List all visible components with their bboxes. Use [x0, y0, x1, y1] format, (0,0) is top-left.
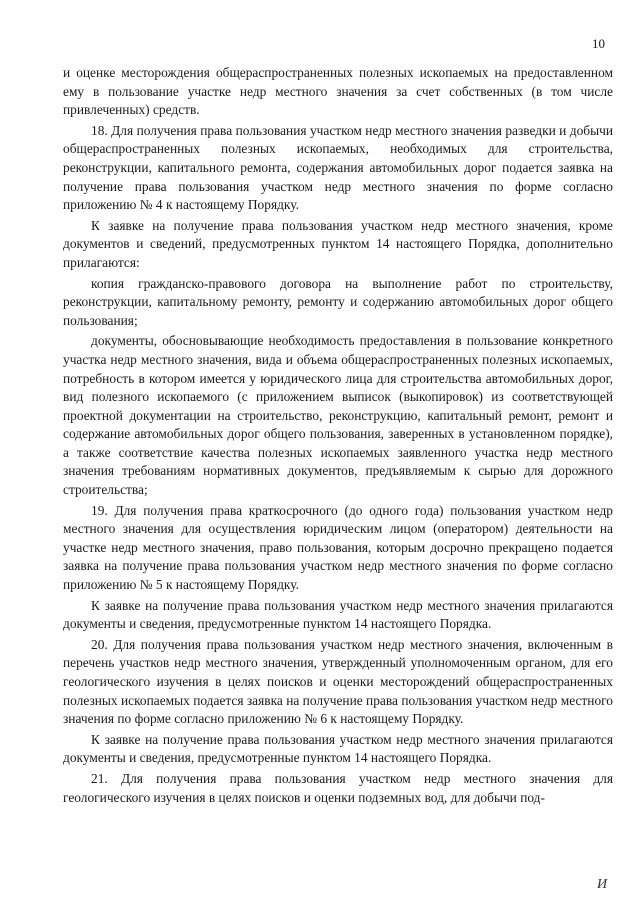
paragraph: К заявке на получение права пользования участком недр местного значения прилагаются документы и сведения, предусмотренные пунктом 14 настоящего Порядка.	[63, 597, 613, 632]
handwritten-mark: И	[597, 877, 608, 892]
paragraph: копия гражданско-правового договора на выполнение работ по строительству, реконструкции, капитальному ремонту, ремонту и содержанию автомобильных дорог общего пользования;	[63, 275, 613, 328]
paragraph: документы, обосновывающие необходимость предоставления в пользование конкретного участка недр местного значения, вида и объема общераспространенных полезных ископаемых, потребность в котором имеется у юридического лица для строительства автомобильных дорог, вид полезного ископаемого (с приложением выписок (выкопировок) из соответствующей проектной документации на строительство, реконструкцию, капитальный ремонт, ремонт и содержание автомобильных дорог общего пользования, заверенных в установленном порядке), а также соответствие качества полезных ископаемых заявленного участка недр местного значения требованиям нормативных документов, предъявляемым к сырью для дорожного строительства;	[63, 333, 613, 498]
paragraph: К заявке на получение права пользования участком недр местного значения прилагаются документы и сведения, предусмотренные пунктом 14 настоящего Порядка.	[63, 731, 613, 766]
paragraph: 19. Для получения права краткосрочного (до одного года) пользования участком недр местного значения для осуществления юридическим лицом (оператором) деятельности на участке недр местного значения, право пользования, которым досрочно прекращено подается заявка на получение права пользования участком недр местного значения по форме согласно приложению № 5 к настоящему Порядку.	[63, 502, 613, 593]
document-body	[63, 64, 613, 809]
page-number: 10	[592, 36, 605, 51]
paragraph: 20. Для получения права пользования участком недр местного значения, включенным в перечень участков недр местного значения, утвержденный уполномоченным органом, для его геологического изучения в целях поисков и оценки месторождений общераспространенных полезных ископаемых подается заявка на получение права пользования участком недр местного значения по форме согласно приложению № 6 к настоящему Порядку.	[63, 636, 613, 727]
paragraph: К заявке на получение права пользования участком недр местного значения, кроме документов и сведений, предусмотренных пунктом 14 настоящего Порядка, дополнительно прилагаются:	[63, 217, 613, 270]
paragraph: 21. Для получения права пользования участком недр местного значения для геологического изучения в целях поисков и оценки подземных вод, для добычи под-	[63, 770, 613, 805]
paragraph: и оценке месторождения общераспространенных полезных ископаемых на предоставленном ему в пользование участке недр местного значения за счет собственных (в том числе привлеченных) средств.	[63, 65, 613, 118]
paragraph: 18. Для получения права пользования участком недр местного значения разведки и добычи общераспространенных полезных ископаемых, необходимых для строительства, реконструкции, капитального ремонта, содержания автомобильных дорог подается заявка на получение права пользования участком недр местного значения по форме согласно приложению № 4 к настоящему Порядку.	[63, 122, 613, 213]
